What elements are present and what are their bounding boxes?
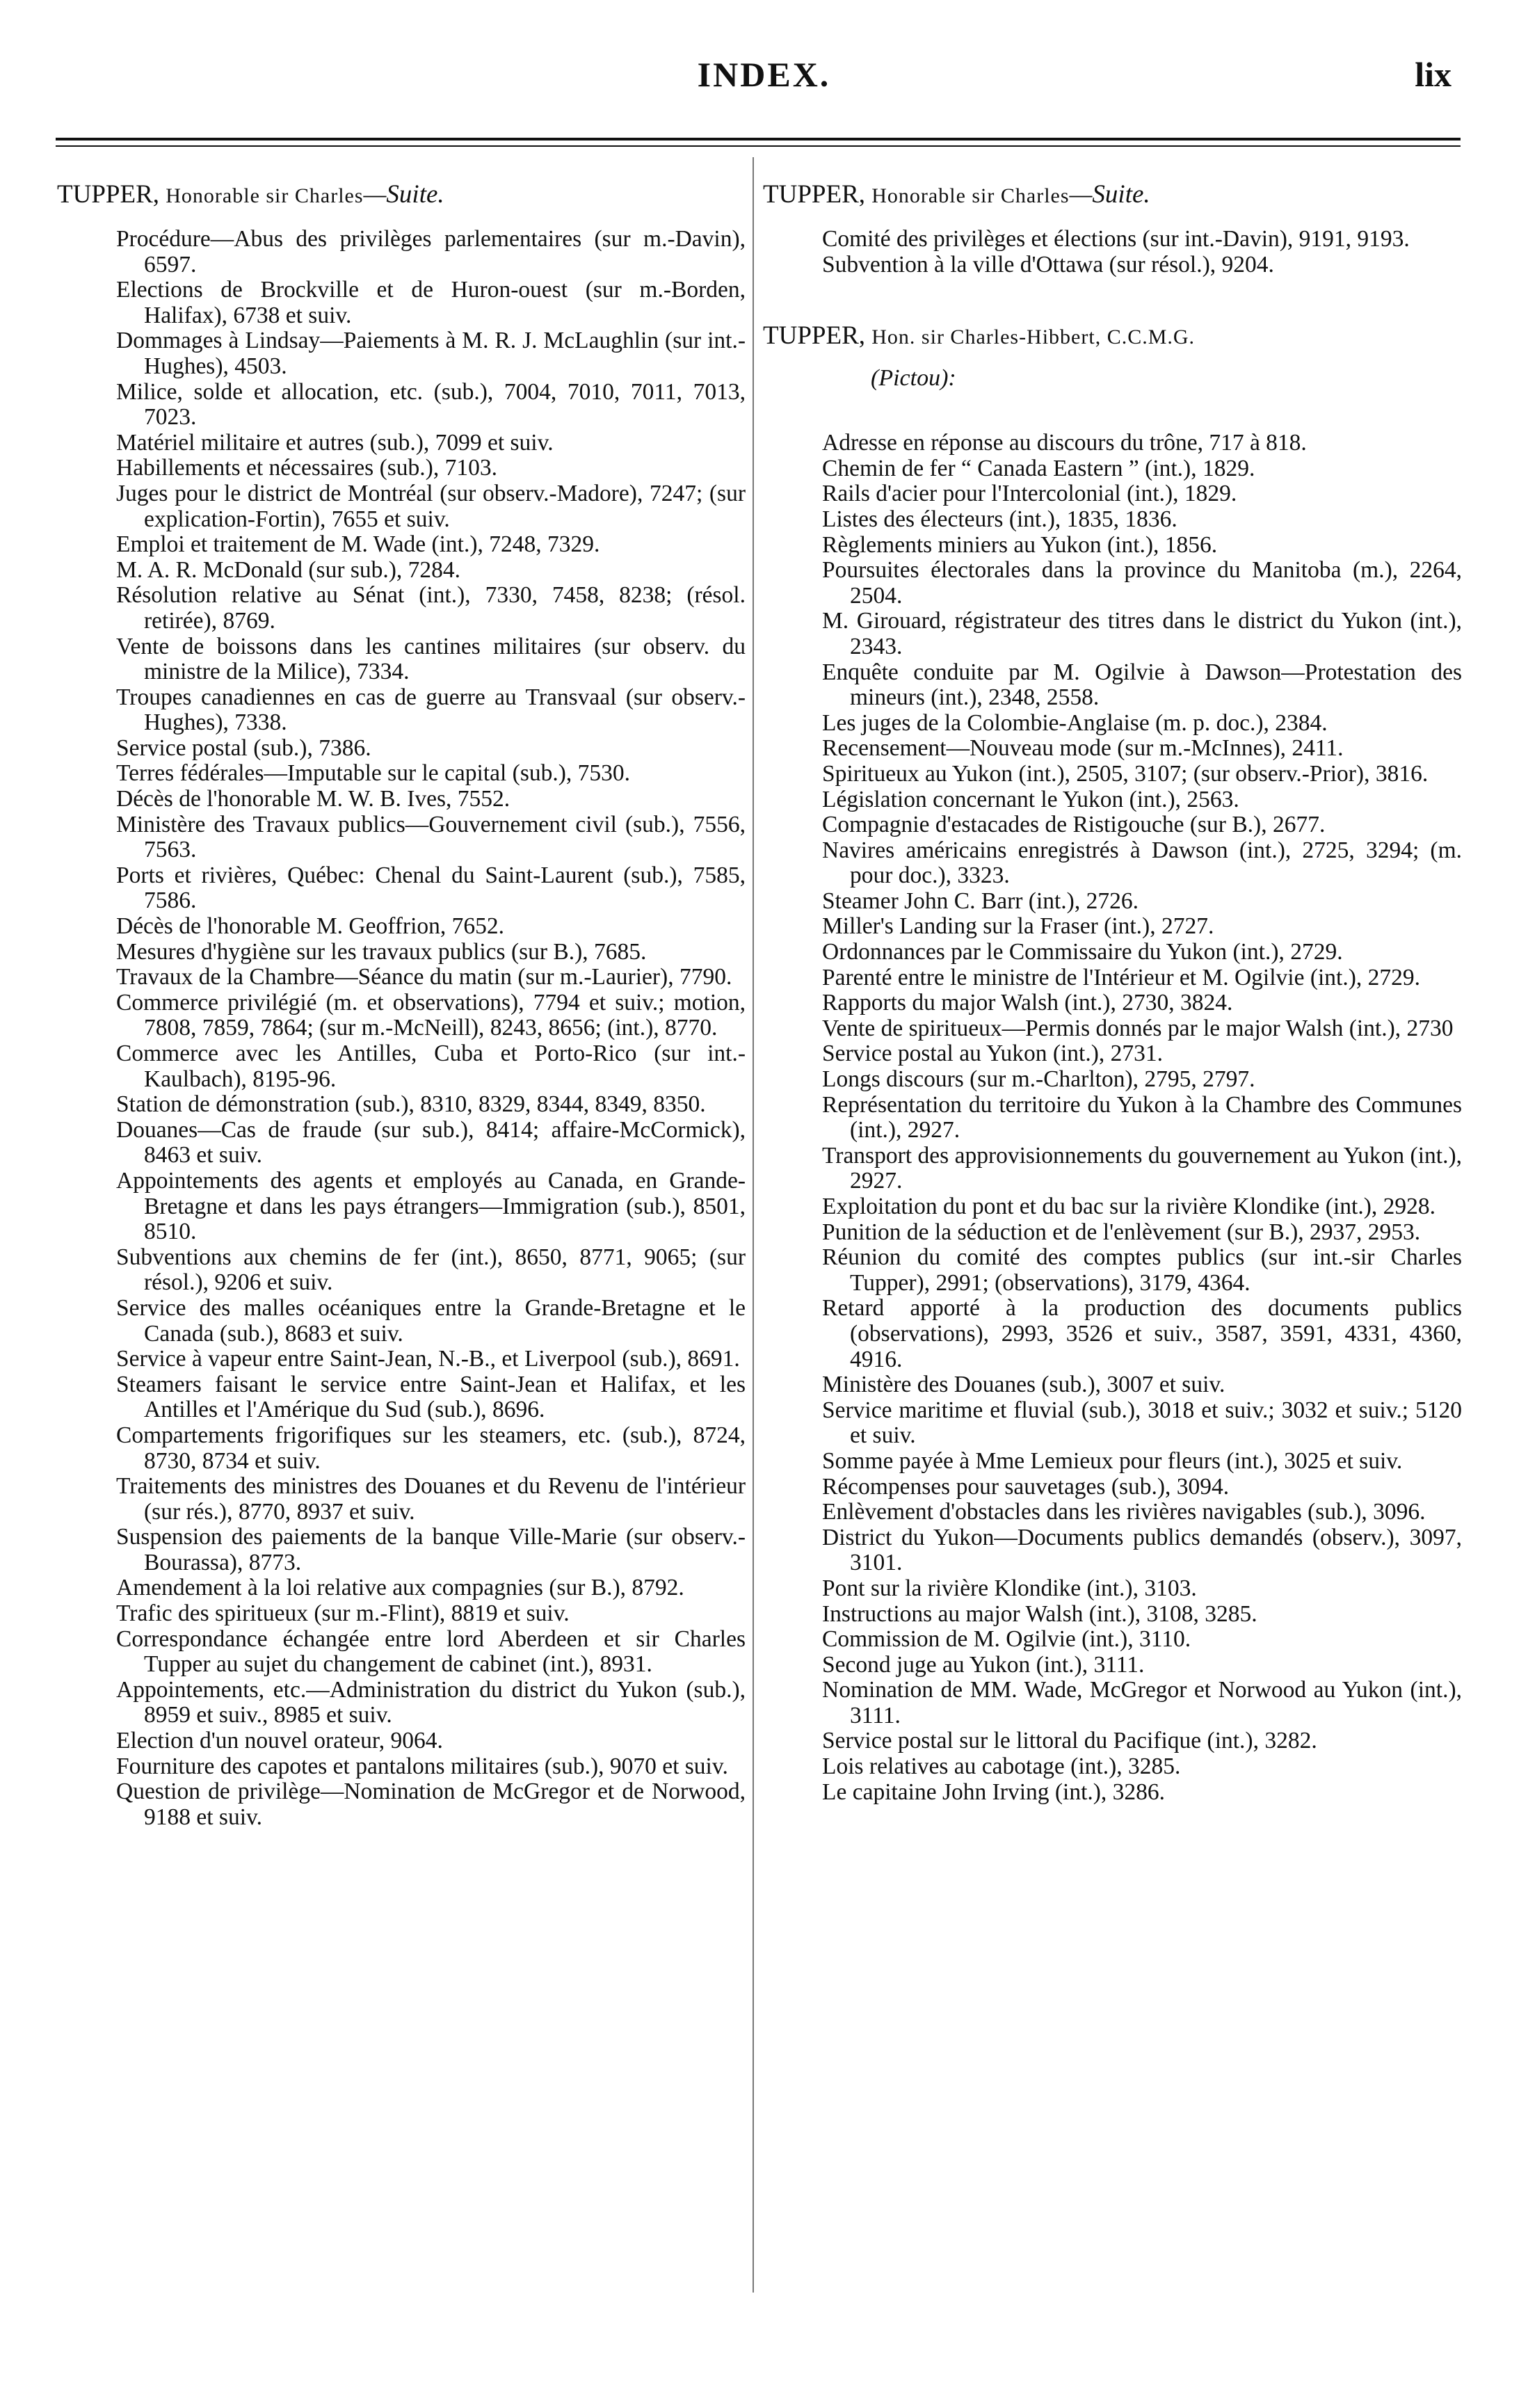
page-title: INDEX. [697,55,831,94]
index-entry: Commerce avec les Antilles, Cuba et Porto-Rico (sur int.-Kaulbach), 8195-96. [116,1041,746,1092]
index-entry: Longs discours (sur m.-Charlton), 2795, 2797. [822,1066,1255,1093]
index-entry: Pont sur la rivière Klondike (int.), 3103. [822,1575,1197,1601]
index-entry: Appointements, etc.—Administration du district du Yukon (sub.), 8959 et suiv., 8985 et suiv. [116,1676,746,1728]
index-entry: Habillements et nécessaires (sub.), 7103. [116,455,497,481]
index-entry: Règlements miniers au Yukon (int.), 1856. [822,531,1218,558]
index-entry: Commerce privilégié (m. et observations), 7794 et suiv.; motion, 7808, 7859, 7864; (sur m.-McNeill), 8243, 8656; (int.), 8770. [116,989,746,1041]
index-entry: District du Yukon—Documents publics demandés (observ.), 3097, 3101. [822,1524,1462,1576]
index-entry: Emploi et traitement de M. Wade (int.), 7248, 7329. [116,531,600,558]
index-entry: Service maritime et fluvial (sub.), 3018 et suiv.; 3032 et suiv.; 5120 et suiv. [822,1397,1462,1449]
index-entry: Dommages à Lindsay—Paiements à M. R. J. McLaughlin (sur int.-Hughes), 4503. [116,328,746,379]
page-number: lix [1415,55,1451,94]
index-entry: Adresse en réponse au discours du trône, 717 à 818. [822,430,1307,456]
index-entry: Subventions aux chemins de fer (int.), 8650, 8771, 9065; (sur résol.), 9206 et suiv. [116,1244,746,1296]
index-entry: Question de privilège—Nomination de McGregor et de Norwood, 9188 et suiv. [116,1779,746,1830]
index-entry: Somme payée à Mme Lemieux pour fleurs (int.), 3025 et suiv. [822,1447,1403,1474]
index-entry: Commission de M. Ogilvie (int.), 3110. [822,1626,1191,1653]
index-entry: Ministère des Douanes (sub.), 3007 et suiv. [822,1372,1225,1398]
index-entry: Juges pour le district de Montréal (sur observ.-Madore), 7247; (sur explication-Fortin), 7655 et suiv. [116,480,746,532]
index-entry: Service postal (sub.), 7386. [116,735,371,761]
column-divider [753,157,754,2293]
index-entry: Compartements frigorifiques sur les steamers, etc. (sub.), 8724, 8730, 8734 et suiv. [116,1422,746,1474]
index-entry: Miller's Landing sur la Fraser (int.), 2727. [822,913,1214,940]
index-entry: Service à vapeur entre Saint-Jean, N.-B., et Liverpool (sub.), 8691. [116,1346,740,1372]
index-entry: Ordonnances par le Commissaire du Yukon (int.), 2729. [822,939,1343,965]
index-entry: Procédure—Abus des privilèges parlementaires (sur m.-Davin), 6597. [116,226,746,278]
right-heading-hibbert [763,321,1462,353]
index-entry: Décès de l'honorable M. W. B. Ives, 7552. [116,786,510,812]
index-entry: M. Girouard, régistrateur des titres dans le district du Yukon (int.), 2343. [822,608,1462,659]
heading-name: TUPPER, [763,321,866,351]
index-entry: Instructions au major Walsh (int.), 3108, 3285. [822,1600,1257,1627]
index-entry: Nomination de MM. Wade, McGregor et Norwood au Yukon (int.), 3111. [822,1677,1462,1728]
index-entry: Station de démonstration (sub.), 8310, 8329, 8344, 8349, 8350. [116,1091,706,1118]
index-entry: Travaux de la Chambre—Séance du matin (sur m.-Laurier), 7790. [116,964,732,990]
index-entry: Lois relatives au cabotage (int.), 3285. [822,1753,1181,1780]
index-entry: Matériel militaire et autres (sub.), 7099 et suiv. [116,429,554,456]
index-entry: Rails d'acier pour l'Intercolonial (int.), 1829. [822,481,1237,507]
right-heading-continued [763,179,1462,211]
right-entry-list-2 [763,431,1462,1805]
index-entry: Milice, solde et allocation, etc. (sub.), 7004, 7010, 7011, 7013, 7023. [116,378,746,431]
index-entry: Parenté entre le ministre de l'Intérieur et M. Ogilvie (int.), 2729. [822,964,1421,990]
index-entry: Résolution relative au Sénat (int.), 7330, 7458, 8238; (résol. retirée), 8769. [116,582,746,634]
index-entry: Réunion du comité des comptes publics (sur int.-sir Charles Tupper), 2991; (observations), 3179, 4364. [822,1244,1462,1296]
index-entry: Spiritueux au Yukon (int.), 2505, 3107; (sur observ.-Prior), 3816. [822,760,1429,787]
index-entry: Ports et rivières, Québec: Chenal du Saint-Laurent (sub.), 7585, 7586. [116,862,746,914]
index-entry: Elections de Brockville et de Huron-ouest (sur m.-Borden, Halifax), 6738 et suiv. [116,277,746,328]
index-entry: Amendement à la loi relative aux compagnies (sur B.), 8792. [116,1575,684,1601]
heading-constituency: (Pictou): [871,365,956,392]
index-entry: Législation concernant le Yukon (int.), 2563. [822,786,1239,812]
index-entry: Les juges de la Colombie-Anglaise (m. p. doc.), 2384. [822,709,1328,736]
heading-suffix: —Suite. [1069,180,1150,209]
index-entry: M. A. R. McDonald (sur sub.), 7284. [116,556,461,583]
index-entry: Terres fédérales—Imputable sur le capital (sub.), 7530. [116,760,631,787]
header-rule-thin [56,145,1461,147]
index-entry: Subvention à la ville d'Ottawa (sur résol.), 9204. [822,251,1274,278]
index-entry: Recensement—Nouveau mode (sur m.-McInnes), 2411. [822,735,1344,762]
right-column [763,179,1462,1805]
index-entry: Récompenses pour sauvetages (sub.), 3094. [822,1473,1230,1500]
index-entry: Enquête conduite par M. Ogilvie à Dawson—Protestation des mineurs (int.), 2348, 2558. [822,659,1462,711]
left-heading [57,179,746,211]
index-entry: Compagnie d'estacades de Ristigouche (sur B.), 2677. [822,812,1326,838]
index-entry: Transport des approvisionnements du gouvernement au Yukon (int.), 2927. [822,1142,1462,1194]
index-entry: Rapports du major Walsh (int.), 2730, 3824. [822,990,1233,1016]
index-entry: Navires américains enregistrés à Dawson (int.), 2725, 3294; (m. pour doc.), 3323. [822,837,1462,889]
index-entry: Troupes canadiennes en cas de guerre au Transvaal (sur observ.-Hughes), 7338. [116,684,746,736]
index-entry: Ministère des Travaux publics—Gouvernement civil (sub.), 7556, 7563. [116,811,746,863]
right-entry-list-1 [763,227,1462,278]
index-entry: Correspondance échangée entre lord Aberdeen et sir Charles Tupper au sujet du changement de cabinet (int.), 8931. [116,1626,746,1678]
index-entry: Enlèvement d'obstacles dans les rivières navigables (sub.), 3096. [822,1499,1426,1525]
heading-name: TUPPER, [57,180,160,209]
index-entry: Traitements des ministres des Douanes et du Revenu de l'intérieur (sur rés.), 8770, 8937 et suiv. [116,1473,746,1525]
index-entry: Poursuites électorales dans la province du Manitoba (m.), 2264, 2504. [822,557,1462,609]
index-entry: Représentation du territoire du Yukon à la Chambre des Communes (int.), 2927. [822,1091,1462,1143]
index-entry: Listes des électeurs (int.), 1835, 1836. [822,506,1177,532]
index-entry: Service des malles océaniques entre la Grande-Bretagne et le Canada (sub.), 8683 et suiv. [116,1294,746,1347]
index-entry: Appointements des agents et employés au Canada, en Grande-Bretagne et dans les pays étrangers—Immigration (sub.), 8501, 8510. [116,1167,746,1245]
index-entry: Décès de l'honorable M. Geoffrion, 7652. [116,913,505,940]
index-entry: Steamer John C. Barr (int.), 2726. [822,888,1139,914]
heading-title: Honorable sir Charles [166,184,364,207]
heading-title: Honorable sir Charles [871,184,1070,207]
heading-name: TUPPER, [763,180,866,209]
section-spacer [763,278,1462,321]
index-entry: Retard apporté à la production des documents publics (observations), 2993, 3526 et suiv., 3587, 3591, 4331, 4360, 4916. [822,1295,1462,1372]
index-entry: Douanes—Cas de fraude (sur sub.), 8414; affaire-McCormick), 8463 et suiv. [116,1116,746,1169]
index-entry: Vente de boissons dans les cantines militaires (sur observ. du ministre de la Milice), 7334. [116,633,746,685]
left-column [57,179,746,1830]
index-entry: Comité des privilèges et élections (sur int.-Davin), 9191, 9193. [822,226,1410,252]
index-entry: Vente de spiritueux—Permis donnés par le major Walsh (int.), 2730 [822,1015,1454,1041]
index-entry: Fourniture des capotes et pantalons militaires (sub.), 9070 et suiv. [116,1753,728,1779]
index-entry: Service postal sur le littoral du Pacifique (int.), 3282. [822,1728,1317,1754]
index-entry: Le capitaine John Irving (int.), 3286. [822,1779,1166,1805]
heading-title: Hon. sir Charles-Hibbert, C.C.M.G. [871,326,1196,349]
index-entry: Punition de la séduction et de l'enlèvement (sur B.), 2937, 2953. [822,1219,1421,1245]
index-entry: Chemin de fer “ Canada Eastern ” (int.), 1829. [822,455,1255,481]
left-entry-list [57,227,746,1830]
index-entry: Steamers faisant le service entre Saint-Jean et Halifax, et les Antilles et l'Amérique du Sud (sub.), 8696. [116,1371,746,1423]
index-entry: Service postal au Yukon (int.), 2731. [822,1041,1164,1067]
heading-suffix: —Suite. [363,180,444,209]
header-rule-thick [56,138,1461,141]
index-entry: Second juge au Yukon (int.), 3111. [822,1651,1145,1678]
index-entry: Mesures d'hygiène sur les travaux publics (sur B.), 7685. [116,938,647,965]
index-entry: Suspension des paiements de la banque Ville-Marie (sur observ.-Bourassa), 8773. [116,1524,746,1575]
index-entry: Trafic des spiritueux (sur m.-Flint), 8819 et suiv. [116,1600,570,1627]
index-entry: Election d'un nouvel orateur, 9064. [116,1728,443,1754]
index-entry: Exploitation du pont et du bac sur la rivière Klondike (int.), 2928. [822,1194,1435,1219]
